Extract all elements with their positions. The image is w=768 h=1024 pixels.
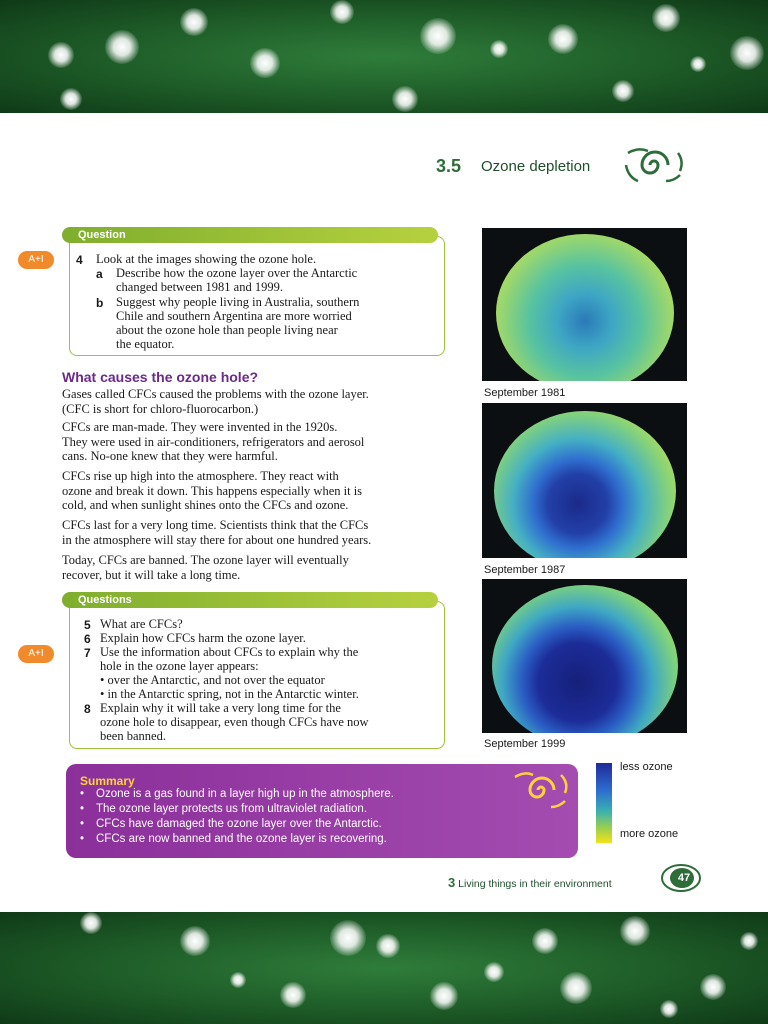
paragraph-line: recover, but it will take a long time. [62, 567, 241, 582]
paragraph-line: (CFC is short for chloro-fluorocarbon.) [62, 401, 259, 416]
section-number: 3.5 [436, 156, 462, 176]
summary-item: • Ozone is a gas found in a layer high up in the atmosphere. [80, 788, 394, 800]
paragraph-line: They were used in air-conditioners, refrigerators and aerosol [62, 434, 365, 449]
question-8-line: been banned. [100, 729, 166, 743]
caption-1981: September 1981 [484, 387, 566, 399]
paragraph [62, 469, 362, 513]
paragraph-line: in the atmosphere will stay there for about one hundred years. [62, 532, 372, 547]
summary-swirl-icon [509, 767, 573, 813]
legend-more-ozone: more ozone [620, 828, 679, 840]
swirl-icon [620, 143, 688, 187]
paragraph-line: CFCs rise up high into the atmosphere. They react with [62, 469, 339, 483]
ai-badge-q4: A+I [18, 251, 54, 269]
top-decorative-band [0, 0, 768, 113]
paragraph-line: Gases called CFCs caused the problems with the ozone layer. [62, 387, 369, 401]
caption-1987: September 1987 [484, 564, 566, 576]
question-7-line: hole in the ozone layer appears: [100, 659, 259, 673]
ozone-image-1981 [482, 228, 687, 381]
question-5-line: What are CFCs? [100, 617, 183, 631]
question-4a-letter: a [96, 267, 103, 281]
chapter-number: 3 [448, 875, 456, 890]
summary-title: Summary [80, 774, 135, 788]
question-number-7: 7 [84, 646, 91, 660]
summary-item: • CFCs have damaged the ozone layer over the Antarctic. [80, 818, 382, 830]
paragraph-line: cold, and when sunlight shines onto the CFCs and ozone. [62, 498, 349, 512]
paragraph-line: CFCs are man-made. They were invented in the 1920s. [62, 420, 338, 434]
paragraph-line: CFCs last for a very long time. Scientists think that the CFCs [62, 518, 369, 532]
questions-box [69, 594, 445, 749]
question-number-6: 6 [84, 632, 91, 646]
question-7-line: Use the information about CFCs to explain why the [100, 645, 359, 659]
question-4b-line: Suggest why people living in Australia, southern [116, 295, 360, 309]
question-7-line: • over the Antarctic, and not over the equator [100, 673, 325, 687]
question-4b-line: Chile and southern Argentina are more worried [116, 309, 352, 323]
globe-1987 [494, 411, 676, 558]
question-4-text: Look at the images showing the ozone hole. [96, 252, 317, 266]
legend-less-ozone: less ozone [620, 761, 673, 773]
question-6-line: Explain how CFCs harm the ozone layer. [100, 631, 306, 645]
paragraph-line: ozone and break it down. This happens especially when it is [62, 483, 363, 498]
ai-badge-q7: A+I [18, 645, 54, 663]
section-heading: What causes the ozone hole? [62, 369, 259, 385]
paragraph [62, 420, 364, 464]
question-4b-line: about the ozone hole than people living near [116, 323, 338, 337]
globe-1981 [496, 234, 674, 381]
question-4a-line: changed between 1981 and 1999. [116, 280, 283, 294]
question-7-line: • in the Antarctic spring, not in the Antarctic winter. [100, 687, 359, 701]
bottom-decorative-band [0, 912, 768, 1024]
chapter-title: Living things in their environment [458, 878, 612, 890]
paragraph [62, 553, 349, 582]
paragraph [62, 387, 369, 416]
summary-item: • CFCs are now banned and the ozone layer is recovering. [80, 833, 387, 845]
caption-1999: September 1999 [484, 738, 566, 750]
question-number-4: 4 [76, 253, 83, 267]
ozone-legend-bar [596, 763, 612, 843]
summary-box [66, 764, 578, 858]
question-number-8: 8 [84, 702, 91, 716]
paragraph [62, 518, 371, 547]
summary-item: • The ozone layer protects us from ultraviolet radiation. [80, 803, 367, 815]
questions-tab: Questions [62, 592, 438, 608]
question-4b-letter: b [96, 296, 104, 310]
paragraph-line: cans. No-one knew that they were harmful. [62, 449, 278, 463]
question-8-line: Explain why it will take a very long time for the [100, 701, 341, 715]
page-number: 47 [677, 872, 691, 884]
chapter-footer [448, 875, 612, 890]
question-4a-line: Describe how the ozone layer over the Antarctic [116, 266, 358, 280]
question-box [69, 229, 445, 356]
globe-1999 [492, 585, 678, 733]
section-title: Ozone depletion [481, 158, 591, 175]
textbook-page [0, 113, 768, 912]
question-number-5: 5 [84, 618, 91, 632]
question-tab: Question [62, 227, 438, 243]
question-8-line: ozone hole to disappear, even though CFCs have now [100, 715, 369, 729]
ozone-image-1999 [482, 579, 687, 733]
paragraph-line: Today, CFCs are banned. The ozone layer will eventually [62, 553, 349, 567]
ozone-image-1987 [482, 403, 687, 558]
question-4b-line: the equator. [116, 337, 175, 351]
